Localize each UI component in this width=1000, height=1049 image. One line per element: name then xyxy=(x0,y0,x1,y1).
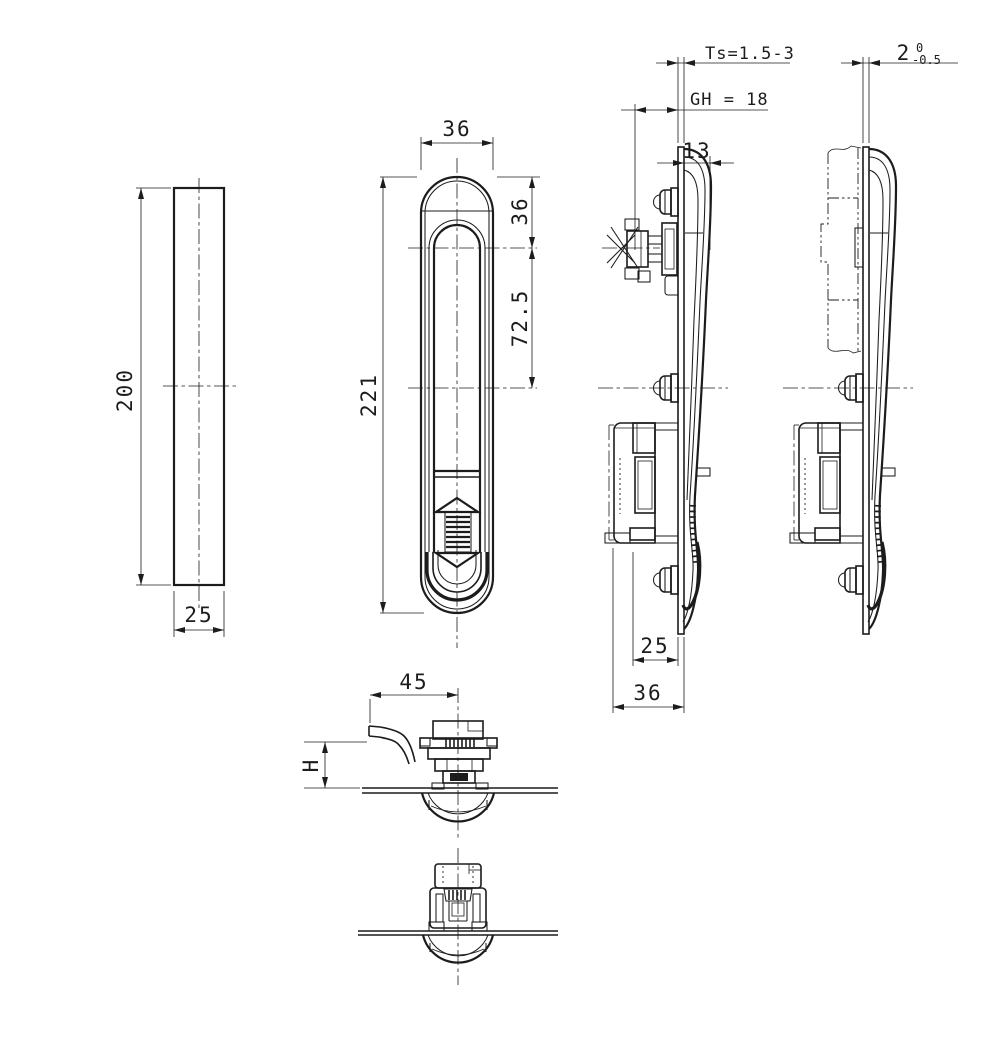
cam-shaft xyxy=(648,236,662,244)
arrowhead xyxy=(529,237,535,248)
dim-label: GH = 18 xyxy=(690,90,769,110)
lever-edge xyxy=(369,726,415,762)
body-plate xyxy=(428,748,490,759)
view-side-section-open xyxy=(598,44,795,713)
dim-tolerance-lower: -0.5 xyxy=(912,53,941,67)
dim-head-36 xyxy=(497,177,540,248)
break-line xyxy=(828,348,861,353)
arrowhead xyxy=(529,177,535,188)
dim-label: 72.5 xyxy=(508,288,532,348)
body-block xyxy=(435,759,483,771)
frame-edge xyxy=(821,153,828,348)
arrowhead xyxy=(684,60,695,66)
latch-engagement xyxy=(855,228,863,267)
cam-bracket xyxy=(662,223,677,275)
arrowhead xyxy=(421,140,432,146)
view-top-lever-closed xyxy=(358,848,558,985)
side-profile xyxy=(598,147,728,634)
cam-bracket-inner xyxy=(665,229,674,269)
dim-grip-height xyxy=(621,90,769,250)
dim-label: H xyxy=(299,757,323,773)
panel-and-cup xyxy=(362,788,558,821)
dim-label: 36 xyxy=(442,117,472,141)
cap-step xyxy=(468,721,483,731)
dim-label: 25 xyxy=(640,634,670,658)
cam-nut xyxy=(638,271,650,282)
arrowhead xyxy=(322,742,328,753)
keyway xyxy=(450,773,468,781)
dim-lever-reach-45 xyxy=(370,670,458,723)
arrowhead xyxy=(673,704,684,710)
cam-shaft xyxy=(648,254,662,262)
cam-lever-assembly xyxy=(602,219,678,295)
side-slot xyxy=(436,894,443,922)
arrowhead xyxy=(380,177,386,188)
dim-label: 36 xyxy=(508,196,532,226)
arrowhead xyxy=(138,574,144,585)
dim-label: 2 xyxy=(896,41,912,65)
view-side-section-closed xyxy=(783,41,958,634)
dim-label: 36 xyxy=(633,681,663,705)
plate-tab xyxy=(665,276,678,295)
arrowhead xyxy=(322,777,328,788)
arrowhead xyxy=(213,627,224,633)
view-plate-side-elevation xyxy=(113,178,236,637)
flange-tab xyxy=(420,738,430,746)
arrowhead xyxy=(174,627,185,633)
cam-nut xyxy=(625,268,639,279)
arrowhead xyxy=(138,188,144,199)
dim-total-depth-36 xyxy=(613,548,684,713)
arrowhead xyxy=(852,60,863,66)
dim-lever-height-H xyxy=(299,742,367,788)
dim-tolerance-upper: 0 xyxy=(916,41,924,55)
arrowhead xyxy=(529,248,535,259)
dim-axis-72-5 xyxy=(508,248,535,388)
serrated-nut xyxy=(446,739,474,747)
dim-label: 221 xyxy=(357,373,381,417)
dim-height-221 xyxy=(357,177,424,613)
arrowhead xyxy=(447,692,458,698)
dim-height-200 xyxy=(113,188,171,585)
fixing-bolt-upper xyxy=(654,188,679,216)
door-frame-profile xyxy=(821,146,863,353)
arrowhead xyxy=(529,377,535,388)
view-front xyxy=(357,117,540,648)
cam-lever-open xyxy=(369,726,415,764)
side-profile xyxy=(783,147,913,634)
view-top-lever-open xyxy=(299,670,558,838)
arrowhead xyxy=(667,107,678,113)
dim-label: 200 xyxy=(113,368,137,412)
arrowhead xyxy=(482,140,493,146)
arrowhead xyxy=(667,60,678,66)
dim-label: 25 xyxy=(184,603,214,627)
dim-label: Ts=1.5-3 xyxy=(705,44,795,64)
arrowhead xyxy=(370,692,381,698)
arrowhead xyxy=(613,704,624,710)
arrowhead xyxy=(869,60,880,66)
dim-label: 13 xyxy=(682,139,712,163)
side-slot xyxy=(473,894,480,922)
dim-label: 45 xyxy=(399,670,429,694)
flange-tab xyxy=(487,738,497,746)
break-line xyxy=(828,146,861,153)
dim-plate-thickness-tol xyxy=(841,41,958,143)
arrowhead xyxy=(380,602,386,613)
cam-body xyxy=(627,231,648,267)
lever-edge xyxy=(369,736,409,764)
arrowhead xyxy=(635,107,646,113)
latch-mechanism xyxy=(420,721,497,789)
